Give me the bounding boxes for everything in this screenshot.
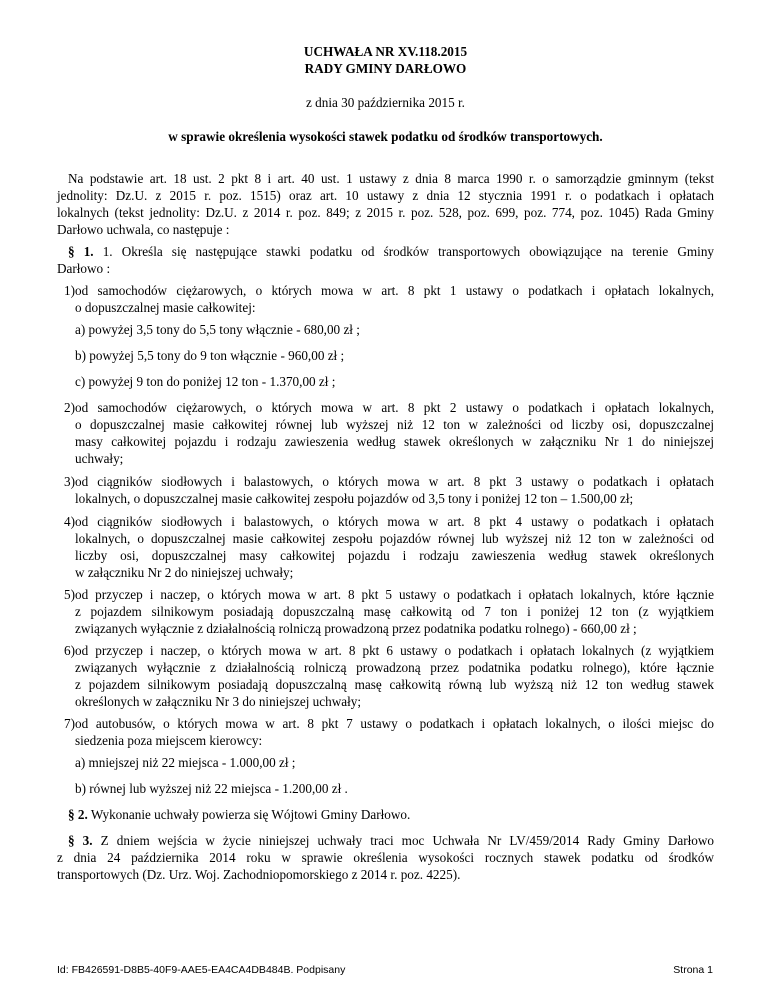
item-line: od autobusów, o których mowa w art. 8 pkt 7 ustawy o podatkach i opłatach lokalnych, o ilości miejsc do xyxy=(75,716,714,731)
item-line: masy całkowitej pojazdu i rodzaju zawieszenia według stawek określonych w załączniku Nr 1 do niniejszej xyxy=(75,434,714,449)
item-number: 4) xyxy=(64,514,75,529)
paragraph-label: § 1. xyxy=(68,244,94,259)
item-line: z pojazdem silnikowym posiadają dopuszczalną masę całkowitą od 7 ton i poniżej 12 ton (z wyjątkiem xyxy=(75,604,714,619)
page-number: Strona 1 xyxy=(673,964,713,976)
item-number: 1) xyxy=(64,283,75,298)
item-line: związanych wyłącznie z działalnością rolniczą prowadzoną przez podatnika podatku rolnego) - 660,00 zł ; xyxy=(75,621,637,636)
item-number: 3) xyxy=(64,474,75,489)
item-line: siedzenia poza miejscem kierowcy: xyxy=(75,733,263,748)
preamble-line: lokalnych (tekst jednolity: Dz.U. z 2014 r. poz. 849; z 2015 r. poz. 528, poz. 699, poz. 774, poz. 1045) Rada Gminy xyxy=(57,205,714,220)
item-line: od samochodów ciężarowych, o których mowa w art. 8 pkt 1 ustawy o podatkach i opłatach lokalnych, xyxy=(75,283,714,298)
item-line: w załączniku Nr 2 do niniejszej uchwały; xyxy=(75,565,294,580)
resolution-subject: w sprawie określenia wysokości stawek podatku od środków transportowych. xyxy=(168,129,603,144)
paragraph-3-line: transportowych (Dz. Urz. Woj. Zachodniopomorskiego z 2014 r. poz. 4225). xyxy=(57,867,461,882)
preamble-line: jednolity: Dz.U. z 2015 r. poz. 1515) oraz art. 10 ustawy z dnia 12 stycznia 1991 r. o podatkach i opłatach xyxy=(57,188,714,203)
item-number: 2) xyxy=(64,400,75,415)
preamble-line: Na podstawie art. 18 ust. 2 pkt 8 i art. 40 ust. 1 ustawy z dnia 8 marca 1990 r. o samorządzie gminnym (tekst xyxy=(68,171,714,186)
paragraph-label: § 2. xyxy=(68,807,88,822)
council-name: RADY GMINY DARŁOWO xyxy=(304,61,467,76)
item-line: od ciągników siodłowych i balastowych, o których mowa w art. 8 pkt 3 ustawy o podatkach i opłatach xyxy=(75,474,714,489)
document-id: Id: FB426591-D8B5-40F9-AAE5-EA4CA4DB484B. Podpisany xyxy=(57,964,346,976)
item-number: 6) xyxy=(64,643,75,658)
item-line: związanych wyłącznie z działalnością rolniczą prowadzoną przez podatnika podatku rolnego), które łącznie xyxy=(75,660,714,675)
item-line: od przyczep i naczep, o których mowa w art. 8 pkt 6 ustawy o podatkach i opłatach lokalnych (z wyjątkiem xyxy=(75,643,714,658)
item-line: od ciągników siodłowych i balastowych, o których mowa w art. 8 pkt 4 ustawy o podatkach i opłatach xyxy=(75,514,714,529)
paragraph-text: Z dniem wejścia w życie niniejszej uchwały traci moc Uchwała Nr LV/459/2014 Rady Gminy Darłowo xyxy=(100,833,715,848)
paragraph-1-line xyxy=(68,244,714,261)
sub-item: a) mniejszej niż 22 miejsca - 1.000,00 zł ; xyxy=(75,755,296,770)
paragraph-3-line: z dnia 24 października 2014 roku w sprawie określenia wysokości rocznych stawek podatku od środków xyxy=(57,850,714,865)
item-line: uchwały; xyxy=(75,451,124,466)
item-line: lokalnych, o dopuszczalnej masie całkowitej zespołu pojazdów od 3,5 tony i poniżej 12 ton – 1.500,00 zł; xyxy=(75,491,634,506)
item-line: lokalnych, o dopuszczalnej masie całkowitej zespołu pojazdów równej lub wyższej niż 12 ton w zależności od xyxy=(75,531,714,546)
item-line: określonych w załączniku Nr 3 do niniejszej uchwały; xyxy=(75,694,362,709)
sub-item: b) powyżej 5,5 tony do 9 ton włącznie - 960,00 zł ; xyxy=(75,348,345,363)
sub-item: a) powyżej 3,5 tony do 5,5 tony włącznie - 680,00 zł ; xyxy=(75,322,360,337)
preamble-line: Darłowo uchwala, co następuje : xyxy=(57,222,230,237)
paragraph-text: 1. Określa się następujące stawki podatku od środków transportowych obowiązujące na terenie Gminy xyxy=(102,244,715,259)
paragraph-label: § 3. xyxy=(68,833,93,848)
item-line: od samochodów ciężarowych, o których mowa w art. 8 pkt 2 ustawy o podatkach i opłatach lokalnych, xyxy=(75,400,714,415)
item-number: 7) xyxy=(64,716,75,731)
paragraph-2 xyxy=(68,807,714,824)
paragraph-1-line: Darłowo : xyxy=(57,261,111,276)
sub-item: c) powyżej 9 ton do poniżej 12 ton - 1.370,00 zł ; xyxy=(75,374,336,389)
item-number: 5) xyxy=(64,587,75,602)
item-line: z pojazdem silnikowym posiadają dopuszczalną masę całkowitą równą lub wyższą niż 12 ton według stawek xyxy=(75,677,714,692)
sub-item: b) równej lub wyższej niż 22 miejsca - 1.200,00 zł . xyxy=(75,781,348,796)
paragraph-3-line xyxy=(68,833,714,850)
paragraph-text: Wykonanie uchwały powierza się Wójtowi Gminy Darłowo. xyxy=(90,807,411,822)
item-line: liczby osi, dopuszczalnej masy całkowitej pojazdu i rodzaju zawieszenia według stawek określonych xyxy=(75,548,714,563)
resolution-date: z dnia 30 października 2015 r. xyxy=(306,95,465,110)
item-line: od przyczep i naczep, o których mowa w art. 8 pkt 5 ustawy o podatkach i opłatach lokalnych, które łącznie xyxy=(75,587,714,602)
item-line: o dopuszczalnej masie całkowitej równej lub wyższej niż 12 ton w zależności od liczby osi, dopuszczalnej xyxy=(75,417,714,432)
resolution-title: UCHWAŁA NR XV.118.2015 xyxy=(303,44,468,59)
item-line: o dopuszczalnej masie całkowitej: xyxy=(75,300,256,315)
